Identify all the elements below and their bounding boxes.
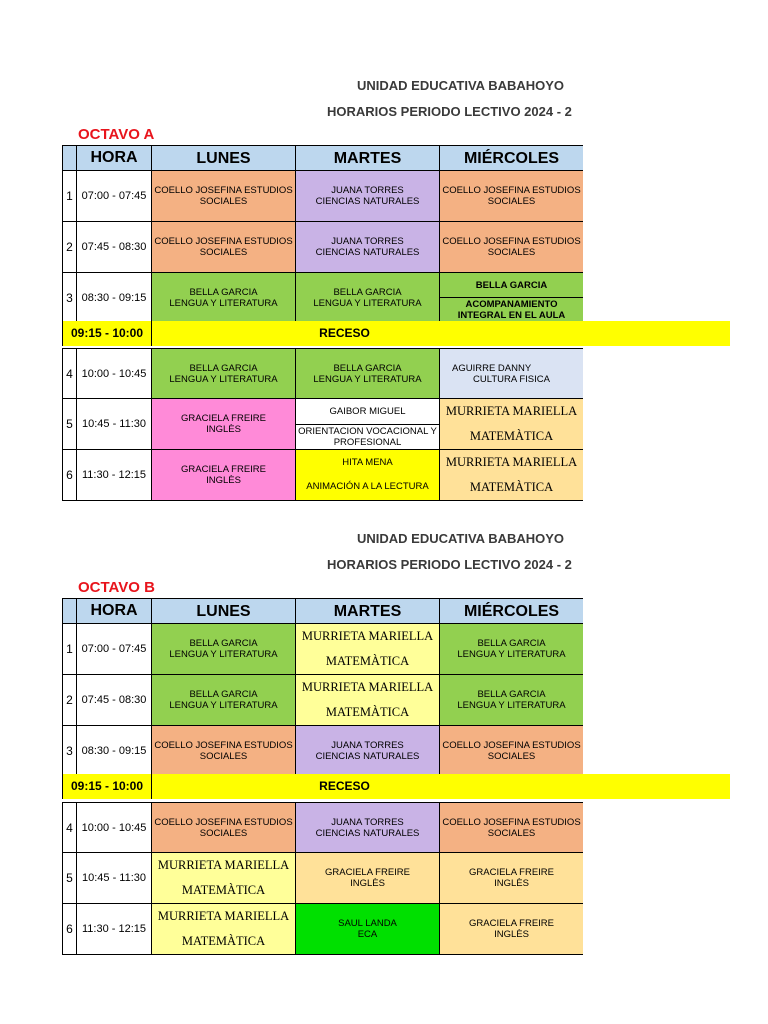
- teacher: COELLO JOSEFINA ESTUDIOS: [442, 236, 581, 247]
- table-row: [63, 399, 584, 450]
- class-cell: [152, 624, 296, 675]
- subject: LENGUA Y LITERATURA: [169, 373, 278, 385]
- class-cell: [296, 853, 440, 904]
- header-lunes: LUNES: [152, 146, 296, 171]
- teacher: MURRIETA MARIELLA: [445, 404, 578, 418]
- school-title: UNIDAD EDUCATIVA BABAHOYO: [357, 531, 565, 546]
- time-slot: 10:00 - 10:45: [77, 349, 152, 399]
- subject: MATEMÀTICA: [469, 429, 554, 443]
- class-cell: [296, 803, 440, 853]
- teacher: HITA MENA: [342, 457, 393, 468]
- header-martes: MARTES: [296, 146, 440, 171]
- time-slot: 10:45 - 11:30: [77, 399, 152, 450]
- teacher: JUANA TORRES: [331, 236, 404, 247]
- teacher: MURRIETA MARIELLA: [301, 680, 434, 694]
- period-number: 1: [63, 624, 77, 675]
- teacher: GRACIELA FREIRE: [325, 867, 410, 878]
- period-number: 4: [63, 349, 77, 399]
- school-title: UNIDAD EDUCATIVA BABAHOYO: [357, 78, 565, 93]
- table-row: [63, 803, 584, 853]
- class-cell: [440, 450, 584, 501]
- subject: ORIENTACION VOCACIONAL Y PROFESIONAL: [298, 425, 437, 448]
- time-slot: 08:30 - 09:15: [77, 726, 152, 777]
- class-cell: [296, 222, 440, 273]
- subject: ACOMPANAMIENTO INTEGRAL EN EL AULA: [457, 299, 566, 321]
- teacher: MURRIETA MARIELLA: [445, 455, 578, 469]
- time-slot: 11:30 - 12:15: [77, 450, 152, 501]
- subject: CIENCIAS NATURALES: [315, 827, 420, 839]
- class-cell: [152, 803, 296, 853]
- class-cell: [440, 803, 584, 853]
- header-miercoles: MIÉRCOLES: [440, 599, 584, 624]
- teacher: COELLO JOSEFINA ESTUDIOS: [442, 740, 581, 751]
- subject: LENGUA Y LITERATURA: [169, 700, 278, 711]
- grade-title: OCTAVO A: [78, 126, 155, 143]
- class-cell: [152, 904, 296, 955]
- class-cell: [440, 399, 584, 450]
- time-slot: 10:00 - 10:45: [77, 803, 152, 853]
- class-cell: [152, 273, 296, 323]
- subject: LENGUA Y LITERATURA: [313, 297, 422, 309]
- time-slot: 07:45 - 08:30: [77, 675, 152, 726]
- class-cell: [152, 450, 296, 501]
- period-number: 4: [63, 803, 77, 853]
- teacher: BELLA GARCIA: [189, 362, 258, 374]
- table-row: [63, 222, 584, 273]
- period-title: HORARIOS PERIODO LECTIVO 2024 - 2: [327, 104, 572, 119]
- teacher: JUANA TORRES: [331, 816, 404, 828]
- teacher: COELLO JOSEFINA ESTUDIOS: [442, 185, 581, 196]
- teacher: BELLA GARCIA: [333, 286, 402, 298]
- teacher: COELLO JOSEFINA ESTUDIOS: [154, 236, 293, 247]
- subject: MATEMÀTICA: [181, 934, 266, 948]
- receso-time: 09:15 - 10:00: [62, 321, 152, 346]
- teacher: MURRIETA MARIELLA: [157, 858, 290, 872]
- teacher: BELLA GARCIA: [189, 638, 258, 649]
- period-number: 6: [63, 450, 77, 501]
- subject: SOCIALES: [199, 827, 248, 839]
- subject: SOCIALES: [487, 196, 536, 207]
- time-slot: 07:00 - 07:45: [77, 624, 152, 675]
- teacher: GRACIELA FREIRE: [181, 464, 266, 475]
- subject: SOCIALES: [199, 247, 248, 258]
- time-slot: 11:30 - 12:15: [77, 904, 152, 955]
- class-cell: [440, 349, 584, 399]
- class-cell: [152, 853, 296, 904]
- receso-bar: [62, 774, 730, 799]
- teacher: BELLA GARCIA: [189, 689, 258, 700]
- teacher: GRACIELA FREIRE: [469, 867, 554, 878]
- subject: LENGUA Y LITERATURA: [169, 297, 278, 309]
- teacher: MURRIETA MARIELLA: [301, 629, 434, 643]
- subject: CIENCIAS NATURALES: [315, 751, 420, 762]
- class-cell: [296, 675, 440, 726]
- teacher: BELLA GARCIA: [189, 286, 258, 298]
- teacher: BELLA GARCIA: [333, 362, 402, 374]
- subject: SOCIALES: [487, 247, 536, 258]
- class-cell: [440, 853, 584, 904]
- class-cell: [296, 624, 440, 675]
- class-cell: [440, 273, 584, 323]
- class-cell: [152, 222, 296, 273]
- class-cell: [440, 675, 584, 726]
- subject: MATEMÀTICA: [181, 883, 266, 897]
- subject: LENGUA Y LITERATURA: [457, 649, 566, 660]
- subject: MATEMÀTICA: [325, 654, 410, 668]
- teacher: BELLA GARCIA: [440, 273, 583, 298]
- class-cell: [440, 904, 584, 955]
- subject: MATEMÀTICA: [469, 480, 554, 494]
- class-cell: [440, 624, 584, 675]
- header-row: [63, 146, 584, 171]
- table-row: [63, 675, 584, 726]
- class-cell: [296, 726, 440, 777]
- period-number: 2: [63, 675, 77, 726]
- class-cell: [296, 904, 440, 955]
- class-cell: [152, 726, 296, 777]
- table-row: [63, 450, 584, 501]
- subject: INGLÈS: [494, 929, 529, 940]
- table-row: [63, 726, 584, 777]
- subject: CIENCIAS NATURALES: [315, 196, 420, 207]
- class-cell: [296, 349, 440, 399]
- class-cell: [296, 273, 440, 323]
- period-number: 1: [63, 171, 77, 222]
- subject: CULTURA FISICA: [473, 373, 550, 385]
- period-number: 5: [63, 853, 77, 904]
- subject: SOCIALES: [199, 196, 248, 207]
- receso-label: RECESO: [319, 779, 370, 793]
- header-row: [63, 599, 584, 624]
- subject: ANIMACIÓN A LA LECTURA: [306, 481, 429, 492]
- subject: LENGUA Y LITERATURA: [169, 649, 278, 660]
- teacher: GAIBOR MIGUEL: [296, 399, 439, 425]
- grade-title: OCTAVO B: [78, 579, 155, 596]
- table-row: [63, 171, 584, 222]
- class-cell: [152, 399, 296, 450]
- class-cell: [296, 450, 440, 501]
- subject: ECA: [357, 929, 378, 940]
- class-cell: [296, 399, 440, 450]
- teacher: COELLO JOSEFINA ESTUDIOS: [154, 185, 293, 196]
- period-number: 3: [63, 726, 77, 777]
- header-num: [63, 146, 77, 171]
- subject: SOCIALES: [487, 751, 536, 762]
- header-hora: HORA: [77, 599, 152, 624]
- time-slot: 10:45 - 11:30: [77, 853, 152, 904]
- period-number: 5: [63, 399, 77, 450]
- header-lunes: LUNES: [152, 599, 296, 624]
- table-row: [63, 624, 584, 675]
- period-title: HORARIOS PERIODO LECTIVO 2024 - 2: [327, 557, 572, 572]
- header-miercoles: MIÉRCOLES: [440, 146, 584, 171]
- subject: CIENCIAS NATURALES: [315, 247, 420, 258]
- time-slot: 08:30 - 09:15: [77, 273, 152, 323]
- teacher: COELLO JOSEFINA ESTUDIOS: [154, 816, 293, 828]
- period-number: 6: [63, 904, 77, 955]
- receso-label: RECESO: [319, 326, 370, 340]
- subject: SOCIALES: [199, 751, 248, 762]
- teacher: SAUL LANDA: [338, 918, 397, 929]
- header-num: [63, 599, 77, 624]
- receso-time: 09:15 - 10:00: [62, 774, 152, 799]
- subject: LENGUA Y LITERATURA: [313, 373, 422, 385]
- subject: INGLÈS: [206, 424, 241, 435]
- table-row: [63, 273, 584, 323]
- table-row: [63, 904, 584, 955]
- class-cell: [440, 726, 584, 777]
- class-cell: [296, 171, 440, 222]
- teacher: JUANA TORRES: [331, 185, 404, 196]
- receso-bar: [62, 321, 730, 346]
- header-hora: HORA: [77, 146, 152, 171]
- class-cell: [152, 349, 296, 399]
- class-cell: [440, 222, 584, 273]
- subject: SOCIALES: [487, 827, 536, 839]
- class-cell: [152, 171, 296, 222]
- table-row: [63, 853, 584, 904]
- teacher: GRACIELA FREIRE: [469, 918, 554, 929]
- class-cell: [440, 171, 584, 222]
- teacher: AGUIRRE DANNY: [452, 362, 532, 374]
- teacher: COELLO JOSEFINA ESTUDIOS: [154, 740, 293, 751]
- period-number: 2: [63, 222, 77, 273]
- table-row: [63, 349, 584, 399]
- teacher: COELLO JOSEFINA ESTUDIOS: [442, 816, 581, 828]
- class-cell: [152, 675, 296, 726]
- time-slot: 07:45 - 08:30: [77, 222, 152, 273]
- teacher: BELLA GARCIA: [477, 638, 546, 649]
- period-number: 3: [63, 273, 77, 323]
- subject: INGLÈS: [350, 878, 385, 889]
- teacher: MURRIETA MARIELLA: [157, 909, 290, 923]
- teacher: BELLA GARCIA: [477, 689, 546, 700]
- subject: INGLÈS: [494, 878, 529, 889]
- teacher: JUANA TORRES: [331, 740, 404, 751]
- subject: LENGUA Y LITERATURA: [457, 700, 566, 711]
- subject: INGLÈS: [206, 475, 241, 486]
- time-slot: 07:00 - 07:45: [77, 171, 152, 222]
- teacher: GRACIELA FREIRE: [181, 413, 266, 424]
- header-martes: MARTES: [296, 599, 440, 624]
- subject: MATEMÀTICA: [325, 705, 410, 719]
